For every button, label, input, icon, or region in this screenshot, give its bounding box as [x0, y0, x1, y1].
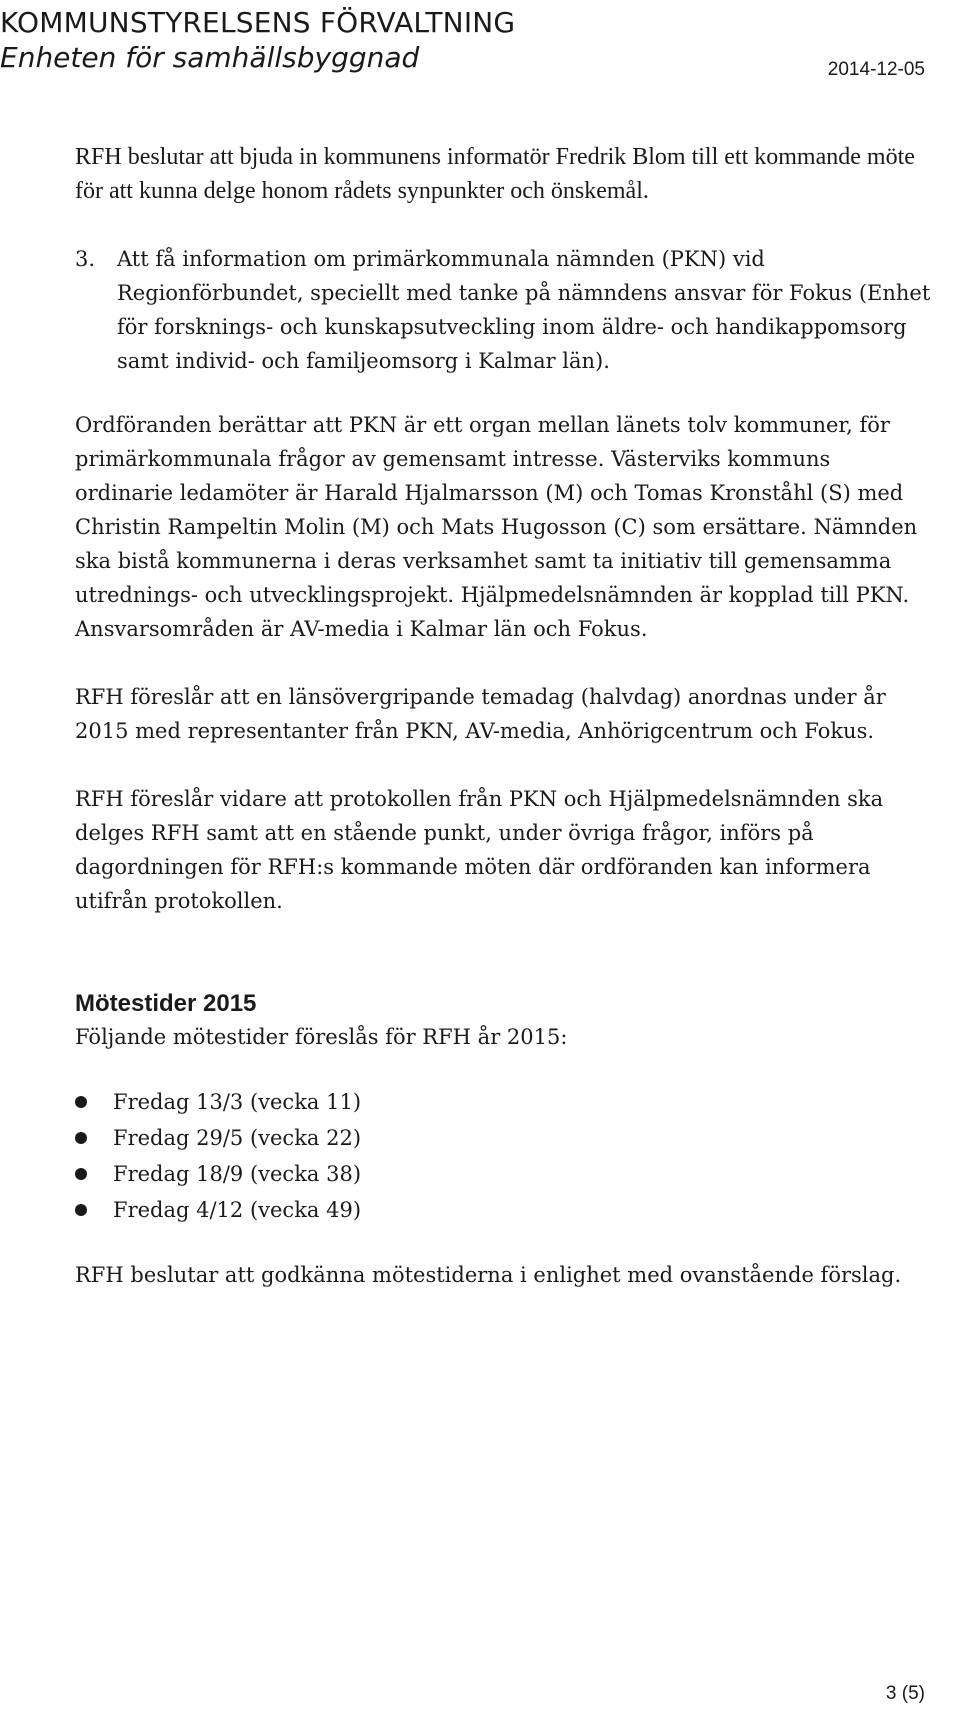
- meeting-date: Fredag 18/9 (vecka 38): [113, 1162, 362, 1186]
- bullet-icon: [75, 1204, 87, 1216]
- bullet-icon: [75, 1132, 87, 1144]
- paragraph-chair: Ordföranden berättar att PKN är ett organ mellan länets tolv kommuner, för primärkommunala frågor av gemensamt intresse. Västerviks kommuns ordinarie ledamöter är Harald Hjalmarsson (M) och Tomas Kronståhl (S) med Christin Rampeltin Molin (M) och Mats Hugosson (C) som ersättare. Nämnden ska bistå kommunerna i deras verksamhet samt ta initiativ till gemensamma utrednings- och utvecklingsprojekt. Hjälpmedelsnämnden är kopplad till PKN. Ansvarsområden är AV-media i Kalmar län och Fokus.: [75, 413, 918, 641]
- paragraph-decision: RFH beslutar att godkänna mötestiderna i enlighet med ovanstående förslag.: [75, 1263, 902, 1287]
- page-number: 3 (5): [885, 1683, 925, 1704]
- list-item: [75, 1120, 935, 1156]
- page-header: [0, 4, 960, 80]
- meeting-date: Fredag 13/3 (vecka 11): [113, 1090, 362, 1114]
- list-item: [75, 1084, 935, 1120]
- unit-name: Enheten för samhällsbyggnad: [0, 41, 420, 74]
- document-body: [75, 140, 935, 1292]
- agenda-item-number: 3.: [75, 247, 96, 271]
- list-item: [75, 1156, 935, 1192]
- organization-name: KOMMUNSTYRELSENS FÖRVALTNING: [0, 6, 516, 39]
- paragraph-invite: RFH beslutar att bjuda in kommunens informatör Fredrik Blom till ett kommande möte för att kunna delge honom rådets synpunkter och önskemål.: [75, 144, 915, 204]
- agenda-item-3: [75, 242, 935, 378]
- list-item: [75, 1192, 935, 1228]
- bullet-icon: [75, 1168, 87, 1180]
- agenda-item-text: Att få information om primärkommunala nämnden (PKN) vid Regionförbundet, speciellt med tanke på nämndens ansvar för Fokus (Enhet för forsknings- och kunskapsutveckling inom äldre- och handikappomsorg samt individ- och familjeomsorg i Kalmar län).: [117, 247, 931, 373]
- meeting-date: Fredag 4/12 (vecka 49): [113, 1198, 362, 1222]
- section-heading: Mötestider 2015: [75, 990, 257, 1017]
- paragraph-theme-day: RFH föreslår att en länsövergripande temadag (halvdag) anordnas under år 2015 med representanter från PKN, AV-media, Anhörigcentrum och Fokus.: [75, 685, 886, 743]
- meeting-dates-list: [75, 1084, 935, 1228]
- bullet-icon: [75, 1096, 87, 1108]
- meeting-date: Fredag 29/5 (vecka 22): [113, 1126, 362, 1150]
- paragraph-protocols: RFH föreslår vidare att protokollen från PKN och Hjälpmedelsnämnden ska delges RFH samt att en stående punkt, under övriga frågor, införs på dagordningen för RFH:s kommande möten där ordföranden kan informera utifrån protokollen.: [75, 787, 884, 913]
- section-intro: Följande mötestider föreslås för RFH år 2015:: [75, 1025, 568, 1049]
- document-date: 2014-12-05: [827, 59, 925, 80]
